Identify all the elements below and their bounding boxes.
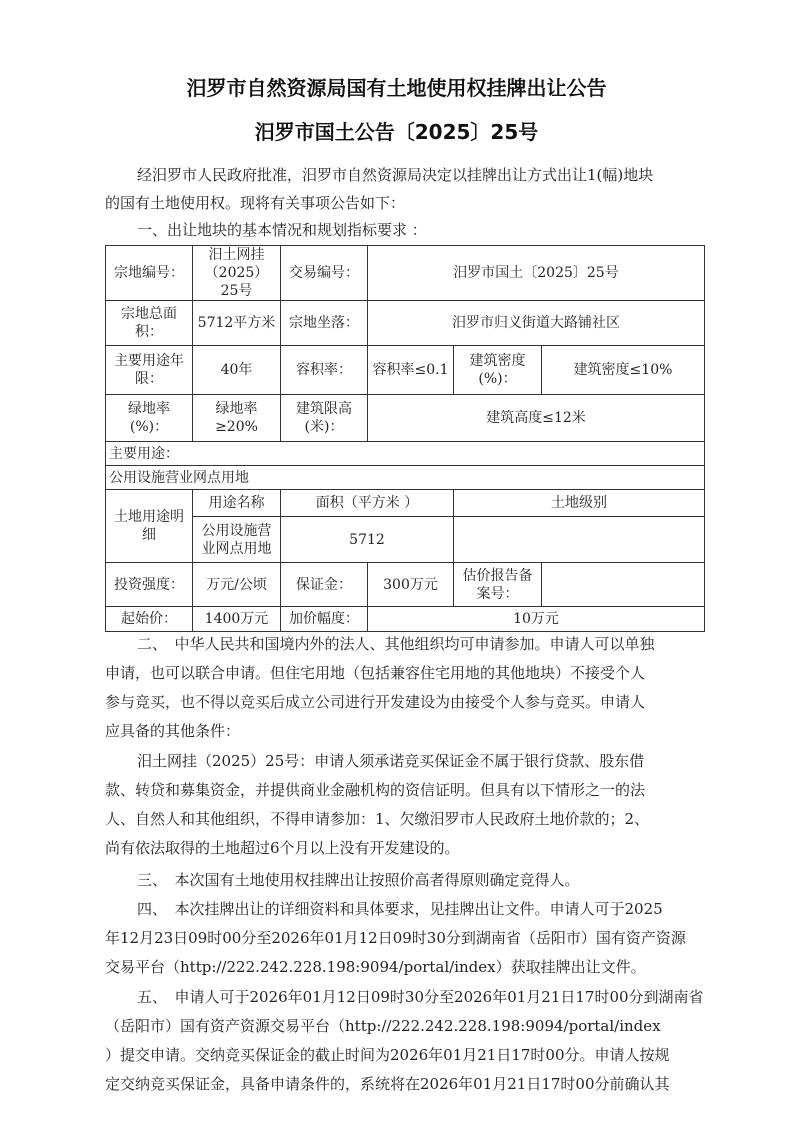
cell-label: 宗地编号： (106, 246, 193, 301)
section-5-line: 五、 申请人可于2026年01月12日09时30分至2026年01月21日17时00分到湖南省 (137, 988, 704, 1006)
cell-label: 建筑密度(%)： (454, 346, 542, 395)
section-2-line: 应具备的其他条件： (105, 722, 241, 740)
table-row (106, 395, 705, 442)
cell-value: 10万元 (368, 607, 705, 632)
cell-value: 万元/公顷 (193, 563, 281, 607)
table-row (106, 607, 705, 632)
cell-label: 主要用途年限： (106, 346, 193, 395)
cell-label: 投资强度： (106, 563, 193, 607)
condition-line: 款、转贷和募集资金，并提供商业金融机构的资信证明。但具有以下情形之一的法 (105, 781, 646, 799)
section-2-line: 二、 中华人民共和国境内外的法人、其他组织均可申请参加。申请人可以单独 (137, 635, 655, 653)
cell-label: 主要用途： (106, 442, 705, 466)
cell-label: 宗地坐落： (281, 301, 368, 346)
cell-label: 交易编号： (281, 246, 368, 301)
cell-value: 建筑密度≤10% (542, 346, 705, 395)
table-row (106, 517, 705, 563)
cell-value: 40年 (193, 346, 281, 395)
condition-line: 汨土网挂（2025）25号：申请人须承诺竞买保证金不属于银行贷款、股东借 (137, 752, 645, 770)
table-row (106, 490, 705, 517)
section-4-line: 年12月23日09时00分至2026年01月12日09时30分到湖南省（岳阳市）国有资产资源 (105, 929, 686, 947)
table-row (106, 466, 705, 490)
cell-value: 建筑高度≤12米 (368, 395, 705, 442)
section-4-line: 四、 本次挂牌出让的详细资料和具体要求，见挂牌出让文件。申请人可于2025 (137, 900, 663, 918)
cell-value: 绿地率≥20% (193, 395, 281, 442)
condition-line: 人、自然人和其他组织，不得申请参加：1、欠缴汨罗市人民政府土地价款的；2、 (105, 810, 650, 828)
section-4-line: 交易平台（http://222.242.228.198:9094/portal/index）获取挂牌出让文件。 (105, 958, 646, 976)
cell-value (454, 517, 705, 563)
table-row (106, 246, 705, 301)
section-2-line: 申请，也可以联合申请。但住宅用地（包括兼容住宅用地的其他地块）不接受个人 (105, 664, 646, 682)
section-5-line: 定交纳竞买保证金，具备申请条件的，系统将在2026年01月21日17时00分前确认其 (105, 1075, 670, 1093)
cell-label: 绿地率(%)： (106, 395, 193, 442)
intro-line: 经汨罗市人民政府批准，汨罗市自然资源局决定以挂牌出让方式出让1(幅)地块 (137, 166, 654, 184)
land-info-table (105, 245, 705, 632)
cell-value: 公用设施营业网点用地 (106, 466, 705, 490)
table-row (106, 563, 705, 607)
cell-header: 用途名称 (193, 490, 281, 517)
table-row (106, 346, 705, 395)
cell-label: 建筑限高(米)： (281, 395, 368, 442)
cell-header: 面积（平方米 ） (281, 490, 454, 517)
page-title: 汨罗市自然资源局国有土地使用权挂牌出让公告 (186, 76, 607, 100)
section-1-heading: 一、出让地块的基本情况和规划指标要求 ： (137, 221, 427, 239)
cell-value: 公用设施营业网点用地 (193, 517, 281, 563)
table-row (106, 442, 705, 466)
cell-value: 容积率≤0.1 (368, 346, 454, 395)
intro-line: 的国有土地使用权。现将有关事项公告如下： (105, 194, 406, 212)
cell-value: 5712 (281, 517, 454, 563)
cell-value: 汨罗市归义街道大路铺社区 (368, 301, 705, 346)
cell-label: 保证金： (281, 563, 368, 607)
cell-value (542, 563, 705, 607)
section-5-line: ）提交申请。交纳竞买保证金的截止时间为2026年01月21日17时00分。申请人按规 (105, 1046, 670, 1064)
cell-label: 土地用途明细 (106, 490, 193, 563)
section-5-line: （岳阳市）国有资产资源交易平台（http://222.242.228.198:9094/portal/index (105, 1017, 661, 1035)
cell-value: 汨土网挂（2025）25号 (193, 246, 281, 301)
cell-label: 加价幅度： (281, 607, 368, 632)
cell-value: 1400万元 (193, 607, 281, 632)
cell-label: 宗地总面积： (106, 301, 193, 346)
table-row (106, 301, 705, 346)
section-2-line: 参与竞买，也不得以竞买后成立公司进行开发建设为由接受个人参与竞买。申请人 (105, 693, 646, 711)
cell-value: 300万元 (368, 563, 454, 607)
section-3-line: 三、 本次国有土地使用权挂牌出让按照价高者得原则确定竞得人。 (137, 871, 580, 889)
condition-line: 尚有依法取得的土地超过6个月以上没有开发建设的。 (105, 839, 460, 857)
announcement-number: 汨罗市国土公告〔2025〕25号 (254, 120, 539, 144)
cell-label: 估价报告备案号： (454, 563, 542, 607)
cell-value: 汨罗市国土〔2025〕25号 (368, 246, 705, 301)
cell-label: 容积率： (281, 346, 368, 395)
cell-value: 5712平方米 (193, 301, 281, 346)
cell-header: 土地级别 (454, 490, 705, 517)
cell-label: 起始价： (106, 607, 193, 632)
